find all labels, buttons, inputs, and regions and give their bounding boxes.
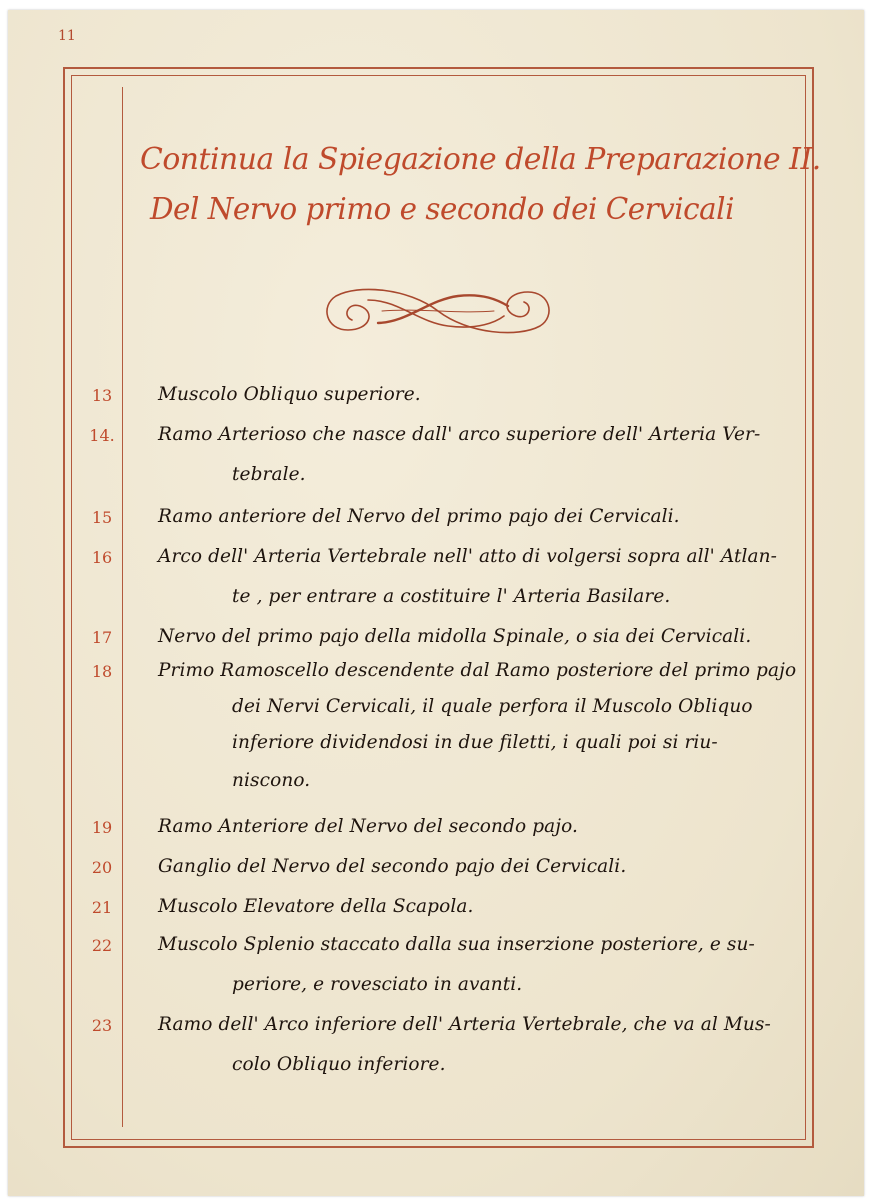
entry-text-continuation: te , per entrare a costituire l' Arteria Basilare. <box>232 586 671 607</box>
entry-text: Ramo anteriore del Nervo del primo pajo dei Cervicali. <box>158 506 680 527</box>
entry-number: 14. <box>89 426 115 445</box>
entry-text-continuation: inferiore dividendosi in due filetti, i quali poi si riu- <box>232 732 718 753</box>
page-number: 11 <box>58 28 76 44</box>
entry-text-continuation: dei Nervi Cervicali, il quale perfora il Muscolo Obliquo <box>232 696 753 717</box>
calligraphic-flourish-ornament <box>318 278 558 344</box>
entry-text: Arco dell' Arteria Vertebrale nell' atto di volgersi sopra all' Atlan- <box>158 546 778 567</box>
entry-text-continuation: niscono. <box>232 770 311 791</box>
entry-number: 22 <box>91 936 113 955</box>
entry-text-continuation: colo Obliquo inferiore. <box>232 1054 446 1075</box>
entry-text: Nervo del primo pajo della midolla Spinale, o sia dei Cervicali. <box>158 626 752 647</box>
entry-text: Muscolo Obliquo superiore. <box>158 384 421 405</box>
entry-number: 13 <box>91 386 113 405</box>
entry-text: Ramo Anteriore del Nervo del secondo pajo. <box>158 816 579 837</box>
entry-number: 23 <box>91 1016 113 1035</box>
page-title-line-1: Continua la Spiegazione della Preparazione II. <box>140 142 821 177</box>
entry-number: 17 <box>91 628 113 647</box>
entry-text: Muscolo Elevatore della Scapola. <box>158 896 474 917</box>
number-column-rule <box>122 87 123 1127</box>
entry-text: Primo Ramoscello descendente dal Ramo posteriore del primo pajo <box>158 660 797 681</box>
entry-number: 15 <box>91 508 113 527</box>
entry-text-continuation: periore, e rovesciato in avanti. <box>232 974 523 995</box>
entry-number: 20 <box>91 858 113 877</box>
entry-text: Ramo Arterioso che nasce dall' arco superiore dell' Arteria Ver- <box>158 424 761 445</box>
entry-text-continuation: tebrale. <box>232 464 306 485</box>
entry-text: Ramo dell' Arco inferiore dell' Arteria Vertebrale, che va al Mus- <box>158 1014 771 1035</box>
entry-text: Ganglio del Nervo del secondo pajo dei Cervicali. <box>158 856 627 877</box>
page-title-line-2: Del Nervo primo e secondo dei Cervicali <box>150 192 734 227</box>
entry-text: Muscolo Splenio staccato dalla sua inserzione posteriore, e su- <box>158 934 755 955</box>
entry-number: 21 <box>91 898 113 917</box>
entry-number: 16 <box>91 548 113 567</box>
entry-number: 18 <box>91 662 113 681</box>
entry-number: 19 <box>91 818 113 837</box>
